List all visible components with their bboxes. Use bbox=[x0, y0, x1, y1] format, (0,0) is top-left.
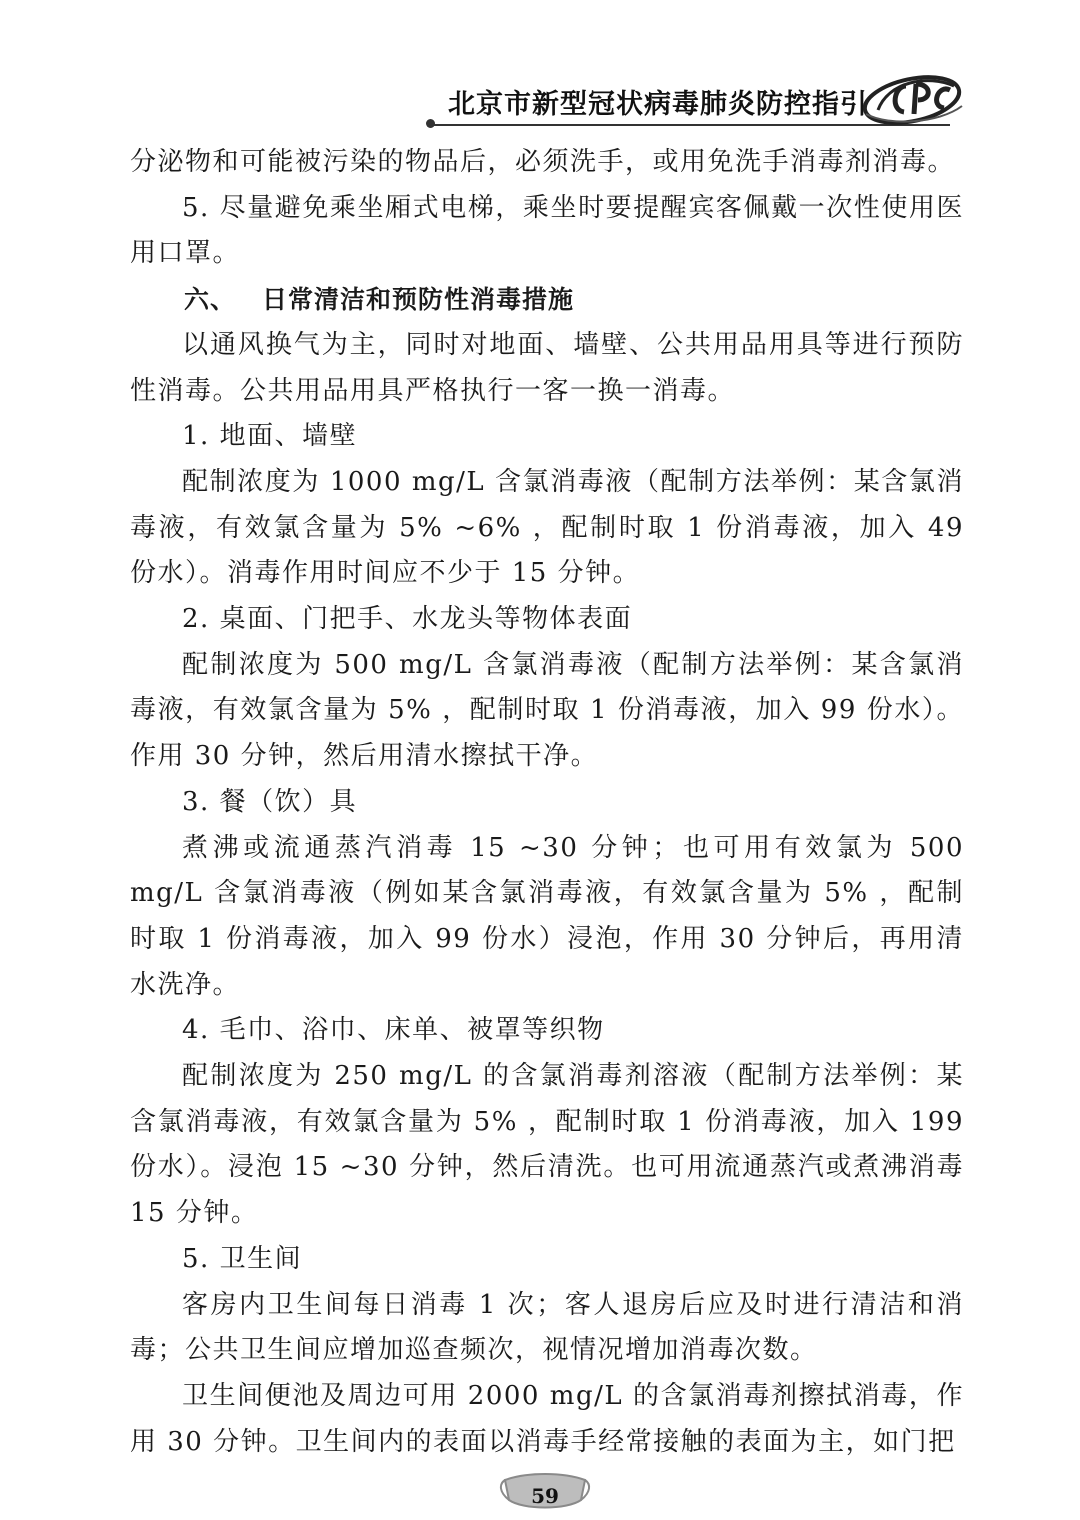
item-4-body: 配制浓度为 250 mg/L 的含氯消毒剂溶液（配制方法举例：某含氯消毒液，有效氯含量为 5% ，配制时取 1 份消毒液，加入 199 份水）。浸泡 15 ~30 分钟，然后清洗。也可用流通蒸汽或煮沸消毒 15 分钟。 bbox=[130, 1061, 964, 1229]
item-2-title: 2. 桌面、门把手、水龙头等物体表面 bbox=[182, 604, 633, 635]
item-3-body: 煮沸或流通蒸汽消毒 15 ~30 分钟；也可用有效氯为 500 mg/L 含氯消毒液（例如某含氯消毒液，有效氯含量为 5% ，配制时取 1 份消毒液，加入 99 份水）浸泡，作用 30 分钟后，再用清水洗净。 bbox=[130, 832, 964, 1000]
item-5-title: 5. 卫生间 bbox=[182, 1243, 303, 1274]
cdc-logo-icon bbox=[858, 70, 966, 128]
item-1-body: 配制浓度为 1000 mg/L 含氯消毒液（配制方法举例：某含氯消毒液，有效氯含量为 5% ~6% ，配制时取 1 份消毒液，加入 49 份水）。消毒作用时间应不少于 15 分钟。 bbox=[130, 466, 964, 589]
header-title: 北京市新型冠状病毒肺炎防控指引 bbox=[448, 89, 868, 120]
paragraph-2: 5. 尽量避免乘坐厢式电梯，乘坐时要提醒宾客佩戴一次性使用医用口罩。 bbox=[130, 192, 964, 269]
paragraph-1: 分泌物和可能被污染的物品后，必须洗手，或用免洗手消毒剂消毒。 bbox=[130, 147, 956, 177]
item-4-title: 4. 毛巾、浴巾、床单、被罩等织物 bbox=[182, 1015, 605, 1046]
item-5-body-2: 卫生间便池及周边可用 2000 mg/L 的含氯消毒剂擦拭消毒，作用 30 分钟。卫生间内的表面以消毒手经常接触的表面为主，如门把 bbox=[130, 1380, 964, 1457]
page-number: 59 bbox=[531, 1484, 559, 1508]
section-number: 六、 bbox=[184, 285, 237, 315]
section-heading bbox=[130, 277, 964, 323]
item-1-title: 1. 地面、墙壁 bbox=[182, 421, 358, 452]
item-2-body: 配制浓度为 500 mg/L 含氯消毒液（配制方法举例：某含氯消毒液，有效氯含量为 5% ，配制时取 1 份消毒液，加入 99 份水）。作用 30 分钟，然后用清水擦拭干净。 bbox=[130, 649, 964, 772]
item-3-title: 3. 餐（饮）具 bbox=[182, 786, 358, 817]
paragraph-3: 以通风换气为主，同时对地面、墙壁、公共用品用具等进行预防性消毒。公共用品用具严格执行一客一换一消毒。 bbox=[130, 329, 964, 406]
page-body bbox=[130, 140, 964, 1465]
running-header bbox=[430, 60, 990, 130]
item-5-body-1: 客房内卫生间每日消毒 1 次；客人退房后应及时进行清洁和消毒；公共卫生间应增加巡查频次，视情况增加消毒次数。 bbox=[130, 1289, 964, 1366]
section-title: 日常清洁和预防性消毒措施 bbox=[262, 285, 575, 315]
